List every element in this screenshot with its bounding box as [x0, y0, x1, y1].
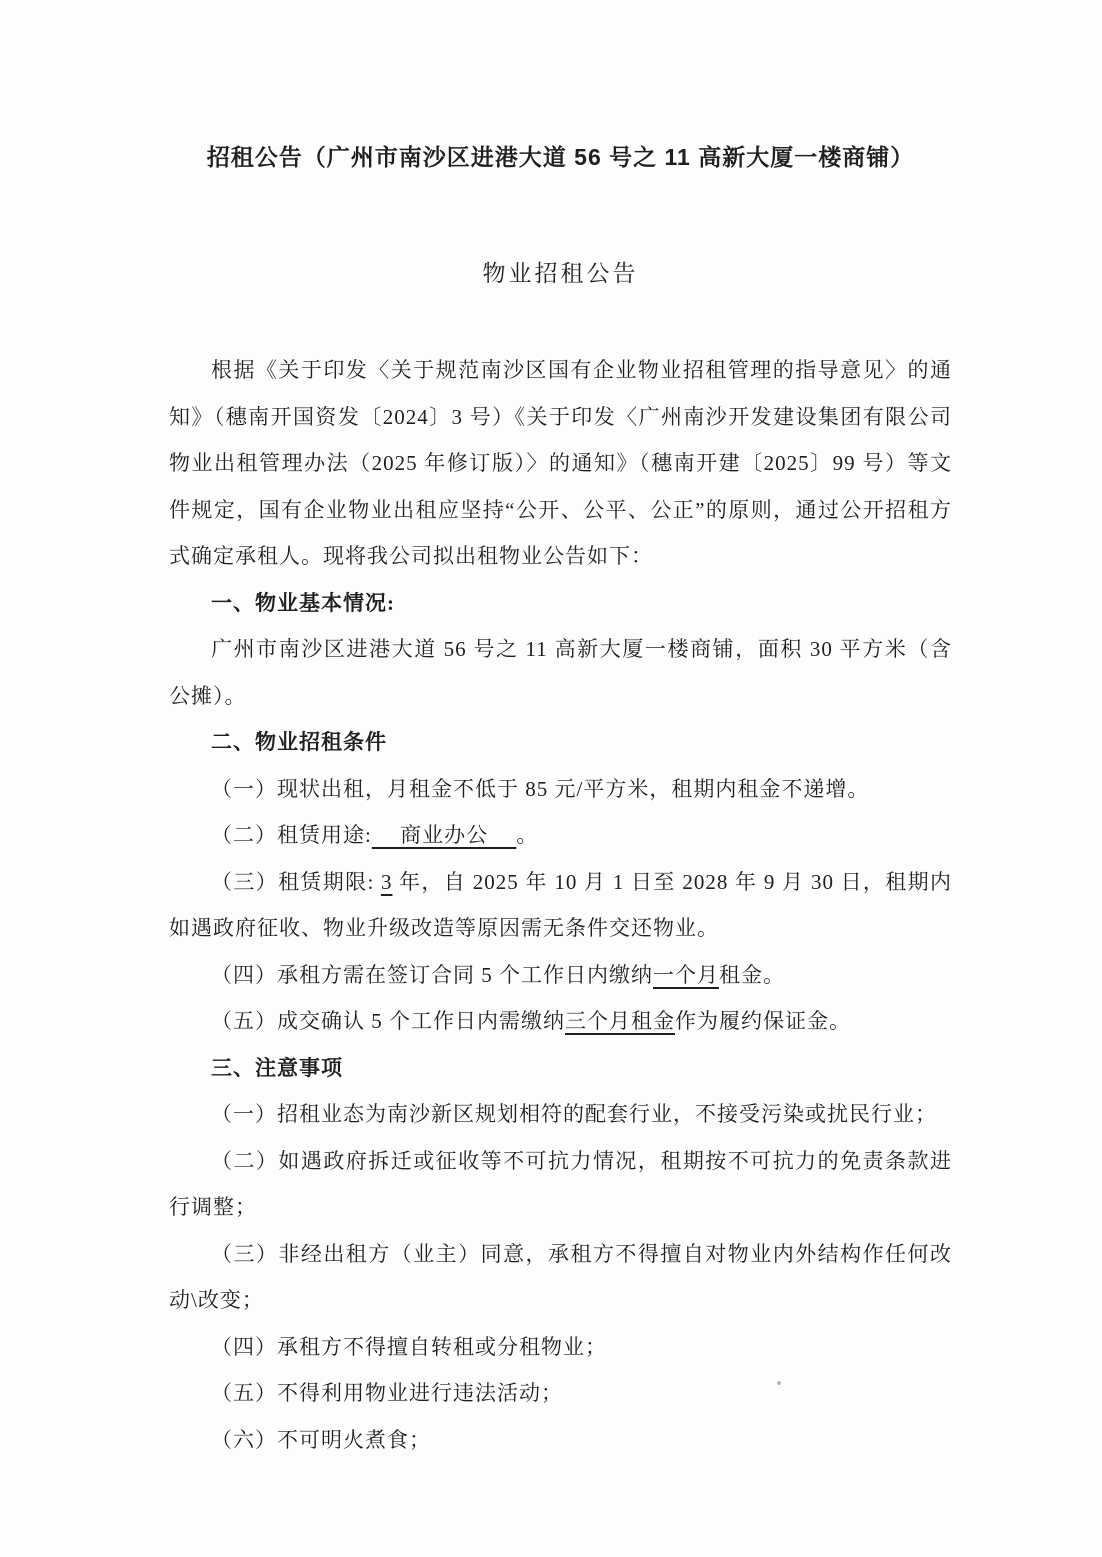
paragraph-note-1 — [169, 1091, 952, 1138]
underlined-fill-in-term: 3 — [380, 869, 393, 894]
text-run: （五）不得利用物业进行违法活动； — [211, 1381, 563, 1405]
text-run: （四）承租方不得擅自转租或分租物业； — [211, 1334, 607, 1359]
paragraph-note-2 — [169, 1138, 952, 1231]
paragraph-note-6 — [169, 1417, 952, 1464]
underlined-fill-in-guarantee: 三个月租金 — [565, 1009, 675, 1033]
text-run: 租金。 — [719, 962, 785, 987]
document-content — [169, 0, 952, 1463]
paragraph-condition-5 — [169, 998, 952, 1045]
text-run: （一）招租业态为南沙新区规划相符的配套行业，不接受污染或扰民行业； — [211, 1102, 937, 1126]
paragraph-note-5 — [169, 1370, 952, 1417]
text-run: （四）承租方需在签订合同 5 个工作日内缴纳 — [211, 962, 653, 987]
document-title: 招租公告（广州市南沙区进港大道 56 号之 11 高新大厦一楼商铺） — [206, 144, 915, 170]
text-run: （二）如遇政府拆迁或征收等不可抗力情况，租期按不可抗力的免责条款进行调整； — [169, 1148, 952, 1219]
text-run: （五）成交确认 5 个工作日内需缴纳 — [211, 1009, 565, 1033]
section-heading-2 — [169, 719, 952, 766]
document-subtitle: 物业招租公告 — [482, 261, 639, 286]
section-heading-3 — [169, 1045, 952, 1092]
paragraph-condition-2 — [169, 812, 952, 859]
document-body — [169, 347, 952, 1463]
text-run: （三）租赁期限: — [211, 869, 381, 894]
paragraph-property-info — [169, 626, 952, 719]
text-run: 一、物业基本情况: — [211, 590, 395, 615]
underlined-fill-in-deposit: 一个月 — [653, 962, 719, 987]
paragraph-note-4 — [169, 1324, 952, 1371]
scan-artifact-dot — [777, 1381, 781, 1385]
paragraph-condition-1 — [169, 766, 952, 813]
paragraph-condition-4 — [169, 952, 952, 999]
text-run: 年，自 2025 年 10 月 1 日至 2028 年 9 月 30 日，租期内如遇政府征收、物业升级改造等原因需无条件交还物业。 — [169, 869, 952, 940]
text-run: 广州市南沙区进港大道 56 号之 11 高新大厦一楼商铺，面积 30 平方米（含公摊）。 — [169, 637, 952, 708]
paragraph-intro — [169, 347, 952, 580]
text-run: 二、物业招租条件 — [211, 730, 387, 754]
text-run: （二）租赁用途: — [211, 823, 372, 847]
section-heading-1 — [169, 580, 952, 627]
text-run: （一）现状出租，月租金不低于 85 元/平方米，租期内租金不递增。 — [211, 776, 870, 801]
text-run: 三、注意事项 — [211, 1055, 343, 1080]
paragraph-note-3 — [169, 1231, 952, 1324]
text-run: 。 — [516, 823, 539, 847]
text-run: （三）非经出租方（业主）同意，承租方不得擅自对物业内外结构作任何改动\改变； — [169, 1241, 952, 1312]
text-run: （六）不可明火煮食； — [211, 1427, 431, 1452]
text-run: 作为履约保证金。 — [675, 1009, 851, 1033]
paragraph-condition-3 — [169, 859, 952, 952]
text-run: 根据《关于印发〈关于规范南沙区国有企业物业招租管理的指导意见〉的通知》（穗南开国资发〔2024〕3 号）《关于印发〈广州南沙开发建设集团有限公司物业出租管理办法（2025 年修订版）〉的通知》（穗南开建〔2025〕99 号）等文件规定，国有企业物业出租应坚持“公开、公平、公正”的原则，通过公开招租方式确定承租人。现将我公司拟出租物业公告如下： — [169, 358, 952, 568]
underlined-fill-in-usage: 商业办公 — [371, 823, 517, 847]
